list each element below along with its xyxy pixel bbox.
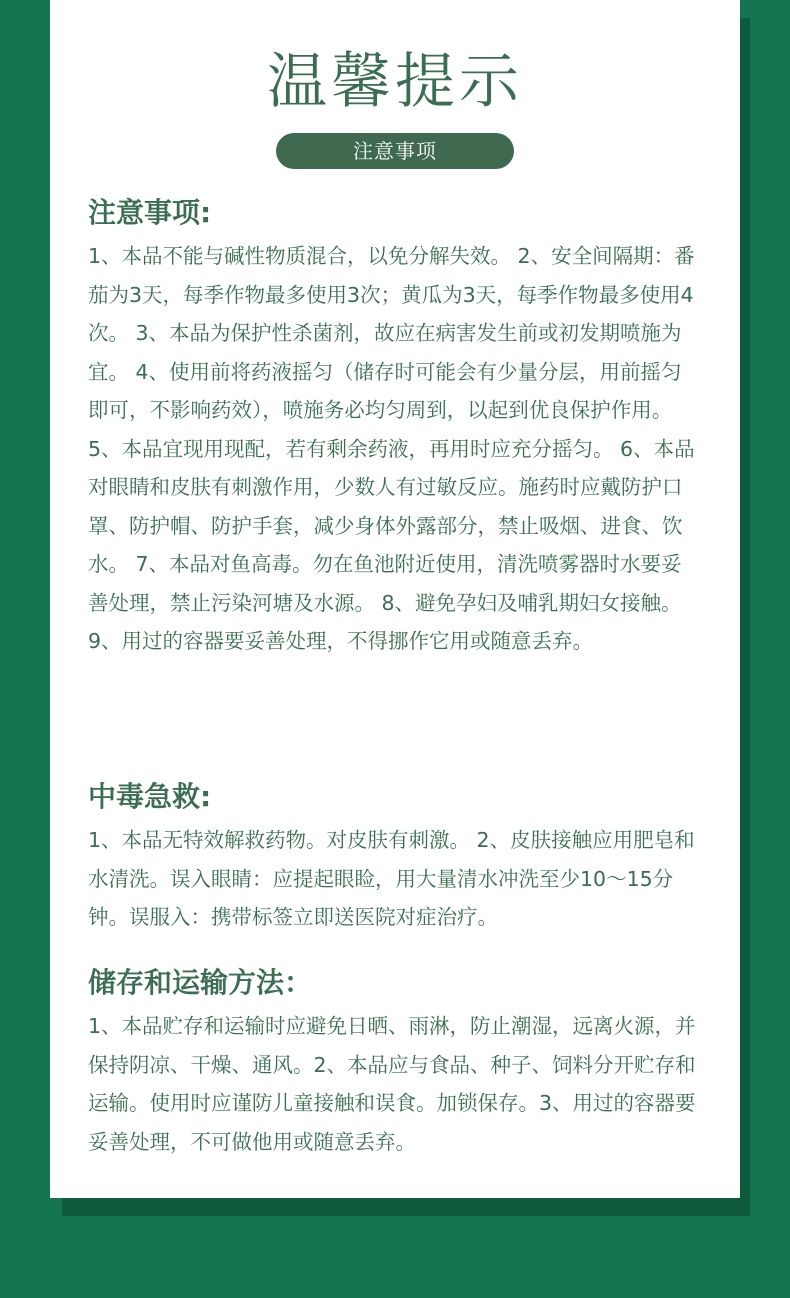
precautions-heading: 注意事项:	[88, 196, 212, 229]
first-aid-text: 1、本品无特效解救药物。对皮肤有刺激。 2、皮肤接触应用肥皂和水清洗。误入眼睛：应提起眼睑，用大量清水冲洗至少10～15分钟。误服入：携带标签立即送医院对症治疗。	[88, 828, 695, 929]
precautions-text: 1、本品不能与碱性物质混合，以免分解失效。 2、安全间隔期：番茄为3天，每季作物最多使用3次；黄瓜为3天，每季作物最多使用4次。 3、本品为保护性杀菌剂，故应在病害发生前或初发期喷施为宜。 4、使用前将药液摇匀（储存时可能会有少量分层，用前摇匀即可，不影响药效），喷施务必均匀周到，以起到优良保护作用。5、本品宜现用现配，若有剩余药液，再用时应充分摇匀。 6、本品对眼睛和皮肤有刺激作用，少数人有过敏反应。施药时应戴防护口罩、防护帽、防护手套，减少身体外露部分，禁止吸烟、进食、饮水。 7、本品对鱼高毒。勿在鱼池附近使用，清洗喷雾器时水要妥善处理，禁止污染河塘及水源。 8、避免孕妇及哺乳期妇女接触。 9、用过的容器要妥善处理，不得挪作它用或随意丢弃。	[88, 244, 695, 653]
first-aid-section	[88, 777, 700, 937]
page-title: 温馨提示	[267, 47, 523, 117]
section-badge: 注意事项	[276, 133, 514, 169]
first-aid-heading: 中毒急救:	[88, 780, 212, 813]
precautions-section	[88, 193, 700, 661]
storage-heading: 储存和运输方法：	[88, 966, 313, 999]
notice-card	[50, 0, 740, 1198]
storage-section	[88, 963, 700, 1161]
storage-text: 1、本品贮存和运输时应避免日晒、雨淋，防止潮湿，远离火源，并保持阴凉、干燥、通风。2、本品应与食品、种子、饲料分开贮存和运输。使用时应谨防儿童接触和误食。加锁保存。3、用过的容器要妥善处理，不可做他用或随意丢弃。	[88, 1014, 696, 1154]
